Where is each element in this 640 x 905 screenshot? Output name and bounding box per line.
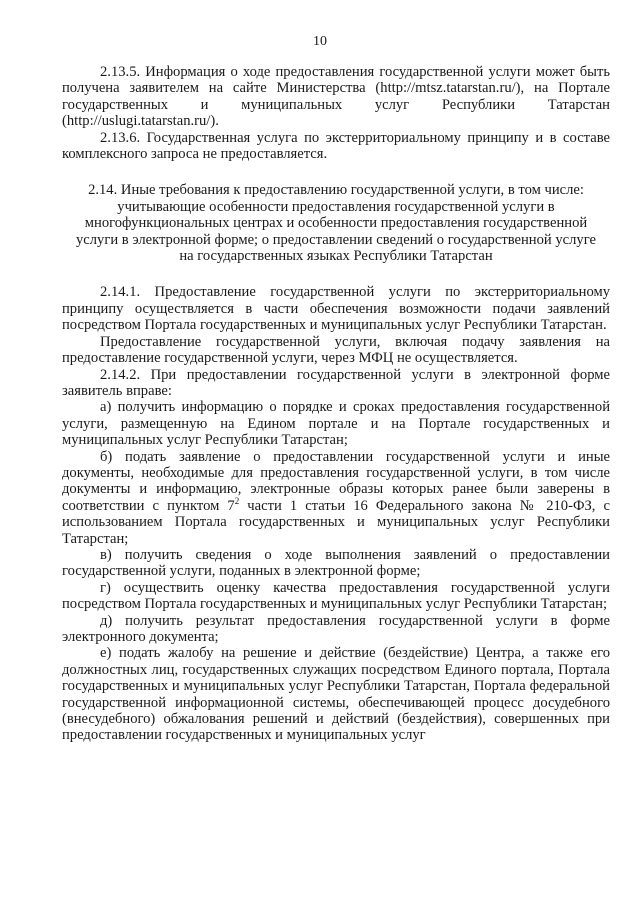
- paragraph-2-14-2: 2.14.2. При предоставлении государственной услуги в электронной форме заявитель вправе:: [62, 366, 610, 399]
- document-body: [62, 64, 610, 744]
- heading-line: учитывающие особенности предоставления государственной услуги в: [117, 198, 555, 215]
- list-item-e: е) подать жалобу на решение и действие (бездействие) Центра, а также его должностных лиц, государственных служащих посредством Единого портала, Портала государственных и муниципальных услуг Республики Татарстан, Портала федеральной государственной информационной системы, обеспечивающей процесс досудебного (внесудебного) обжалования решений и действий (бездействия), совершенных при предоставлении государственных и муниципальных услуг: [62, 645, 610, 744]
- footnote-superscript: 2: [234, 495, 240, 506]
- list-item-g: г) осуществить оценку качества предоставления государственной услуги посредством Портала государственных и муниципальных услуг Республики Татарстан;: [62, 579, 610, 613]
- heading-line: услуги в электронной форме; о предоставлении сведений о государственной услуге: [75, 231, 596, 248]
- heading-line: 2.14. Иные требования к предоставлению государственной услуги, в том числе:: [88, 182, 584, 199]
- heading-line: многофункциональных центрах и особенности предоставления государственной: [84, 215, 588, 232]
- page-number: 10: [313, 34, 327, 49]
- list-item-d: д) получить результат предоставления государственной услуги в форме электронного документа;: [62, 612, 610, 645]
- list-item-b: [62, 449, 610, 547]
- list-item-b-part1: б) подать заявление о предоставлении государственной услуги и иные документы, необходимые для предоставления государственной услуги, в том числе документы и информацию, электронные образы которых ранее были заверены в соответствии с пунктом 7: [62, 448, 610, 514]
- paragraph-2-13-6: 2.13.6. Государственная услуга по экстерриториальному принципу и в составе комплексного запроса не предоставляется.: [62, 129, 610, 163]
- list-item-v: в) получить сведения о ходе выполнения заявлений о предоставлении государственной услуги, поданных в электронной форме;: [62, 546, 610, 580]
- section-heading-2-14: [62, 182, 610, 264]
- heading-line: на государственных языках Республики Татарстан: [179, 248, 493, 265]
- list-item-b-part2: части 1 статьи 16 Федерального закона № 210-ФЗ, с использованием Портала государственных и муниципальных услуг Республики Татарстан;: [62, 497, 610, 547]
- paragraph-2-14-1: 2.14.1. Предоставление государственной услуги по экстерриториальному принципу осуществляется в части обеспечения возможности подачи заявлений посредством Портала государственных и муниципальных услуг Республики Татарстан.: [62, 284, 610, 334]
- paragraph-2-13-5: 2.13.5. Информация о ходе предоставления государственной услуги может быть получена заявителем на сайте Министерства (http://mtsz.tatarstan.ru/), на Портале государственных и муниципальных услуг Республики Татарстан (http://uslugi.tatarstan.ru/).: [62, 64, 610, 130]
- list-item-a: а) получить информацию о порядке и сроках предоставления государственной услуги, размещенную на Едином портале и на Портале государственных и муниципальных услуг Республики Татарстан;: [62, 399, 610, 449]
- paragraph-2-14-1-mfc: Предоставление государственной услуги, включая подачу заявления на предоставление государственной услуги, через МФЦ не осуществляется.: [62, 333, 610, 367]
